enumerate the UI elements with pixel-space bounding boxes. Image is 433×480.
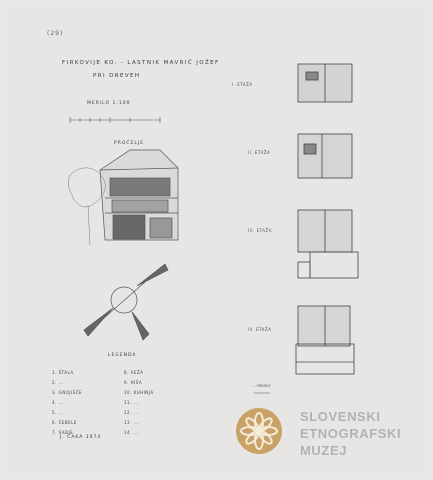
plan-label-4: IV. ETAŽA [248,327,272,332]
legend-item: 12. ... [124,410,139,415]
legend-item: 8. VEŽA [124,370,144,375]
plan-3 [298,210,358,278]
title-line-2: PRI DREVEH [93,73,141,79]
scale-label: MERILO 1:100 [87,101,131,106]
legend-item: 6. ČEBELE [52,420,77,425]
legend-title: LEGENDA [108,353,137,358]
title-line-1: FIRKOVIJE KO. - LASTNIK MAVRIČ JOŽEF [62,60,220,66]
legend-item: 1. ŠTALA [52,370,74,375]
legend-item: 4. ... [52,400,64,405]
orientation-diagram [84,264,168,340]
signature: J. ČAKA 1974 [60,435,102,440]
legend-item: 13. ... [124,420,139,425]
tree-sketch [68,168,105,245]
plan-label-2: II. ETAŽA [248,150,271,155]
legend-item: 2. ... [52,380,64,385]
plan-label-3: III. ETAŽA [248,228,272,233]
museum-name-line-2: ETNOGRAFSKI [300,426,402,441]
front-view-label: PROČELJE [114,141,145,146]
legend-right [124,368,154,438]
plan-label-1: I. ETAŽA [232,82,253,87]
legend-item: 7. SADJE [52,430,74,435]
plan-2 [298,134,352,178]
legend-item: 10. KUHINJA [124,390,154,395]
legend-left [52,368,82,438]
legend-item: 14. ... [124,430,139,435]
legend-item: 9. HIŠA [124,380,143,385]
museum-name-line-3: MUZEJ [300,443,348,458]
legend-item: 5. ... [52,410,64,415]
plan-1 [298,64,352,102]
museum-name-line-1: SLOVENSKI [300,409,381,424]
legend-item: 3. GNOJIŠČE [52,390,83,395]
section-label: ... PREREZ [252,384,271,388]
scale-bar [70,117,160,123]
plan-4 [296,306,354,374]
museum-logo-icon [236,408,282,454]
corner-mark: (29) [47,30,64,37]
legend-item: 11. ... [124,400,139,405]
house-elevation [100,150,178,240]
